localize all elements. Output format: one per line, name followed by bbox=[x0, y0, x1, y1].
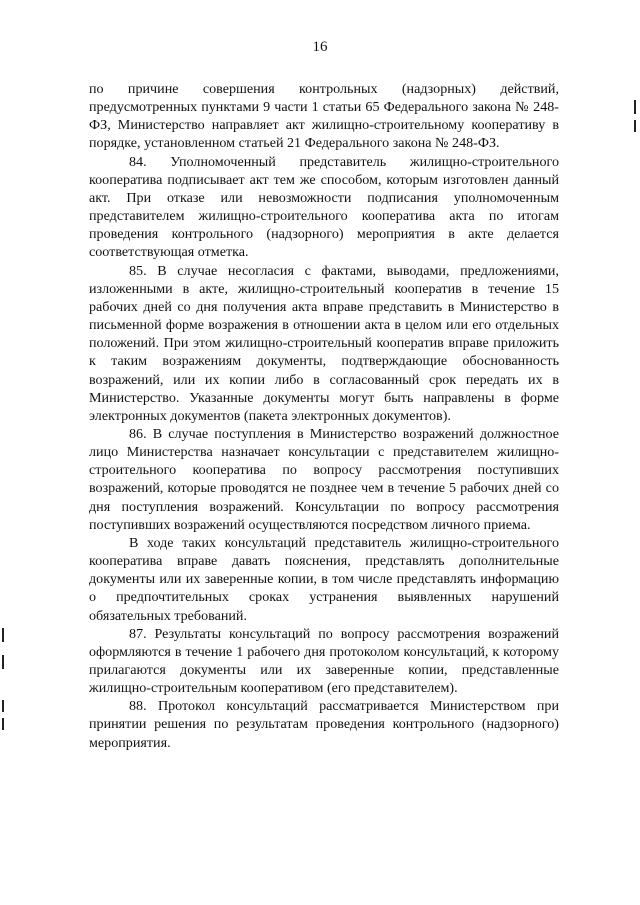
scan-mark-left-2 bbox=[2, 655, 4, 669]
scan-mark-left-1 bbox=[2, 628, 4, 642]
document-body bbox=[89, 80, 559, 752]
scan-mark-right-1 bbox=[634, 100, 636, 114]
page-number: 16 bbox=[312, 39, 328, 55]
scan-mark-right-2 bbox=[634, 120, 636, 132]
paragraph-88: 88. Протокол консультаций рассматривается Министерством при принятии решения по результатам проведения контрольного (надзорного) мероприятия. bbox=[89, 698, 559, 751]
paragraph-87: 87. Результаты консультаций по вопросу рассмотрения возражений оформляются в течение 1 рабочего дня протоколом консультаций, к которому прилагаются документы или их заверенные копии, представленные жилищно-строительным кооперативом (его представителем). bbox=[89, 625, 559, 697]
paragraph-84: 84. Уполномоченный представитель жилищно-строительного кооператива подписывает акт тем же способом, которым изготовлен данный акт. При отказе или невозможности подписания уполномоченным представителем жилищно-строительного кооператива акта по итогам проведения контрольного (надзорного) мероприятия в акте делается соответствующая отметка. bbox=[89, 153, 559, 261]
scan-mark-left-3 bbox=[2, 700, 4, 712]
paragraph-continuation: по причине совершения контрольных (надзорных) действий, предусмотренных пунктами 9 части 1 статьи 65 Федерального закона № 248-ФЗ, Министерство направляет акт жилищно-строительному кооперативу в порядке, установленном статьей 21 Федерального закона № 248-ФЗ. bbox=[89, 81, 559, 152]
paragraph-86: 86. В случае поступления в Министерство возражений должностное лицо Министерства назначает консультации с представителем жилищно-строительного кооператива по вопросу рассмотрения поступивших возражений, которые проводятся не позднее чем в течение 5 рабочих дней со дня поступления возражений. Консультации по вопросу рассмотрения поступивших возражений осуществляются посредством личного приема. bbox=[89, 425, 559, 533]
paragraph-85: 85. В случае несогласия с фактами, выводами, предложениями, изложенными в акте, жилищно-строительный кооператив в течение 15 рабочих дней со дня получения акта вправе представить в Министерство в письменной форме возражения в отношении акта в целом или его отдельных положений. При этом жилищно-строительный кооператив вправе приложить к таким возражениям документы, подтверждающие обоснованность возражений, или их копии либо в согласованный срок передать их в Министерство. Указанные документы могут быть направлены в форме электронных документов (пакета электронных документов). bbox=[89, 262, 559, 424]
scan-mark-left-4 bbox=[2, 718, 4, 730]
paragraph-86-continued: В ходе таких консультаций представитель жилищно-строительного кооператива вправе давать пояснения, представлять дополнительные документы или их заверенные копии, в том числе представлять информацию о предпочтительных сроках устранения выявленных нарушений обязательных требований. bbox=[89, 534, 559, 624]
